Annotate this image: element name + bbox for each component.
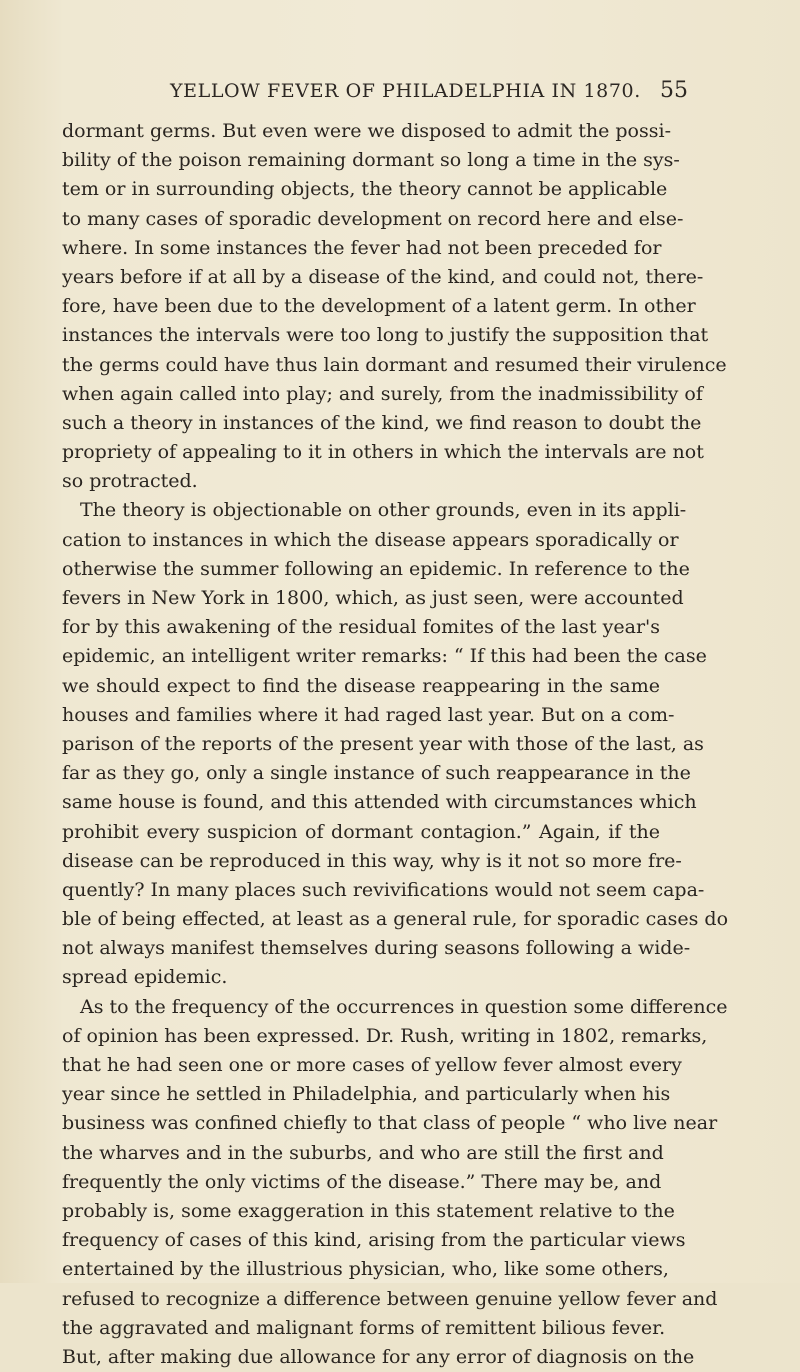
text-line: cation to instances in which the disease appears sporadically or: [62, 528, 679, 551]
text-line: otherwise the summer following an epidemic. In reference to the: [62, 557, 690, 580]
text-line: that he had seen one or more cases of yellow fever almost every: [62, 1054, 682, 1076]
text-line: business was confined chiefly to that class of people “ who live near: [62, 1112, 718, 1135]
text-line: when again called into play; and surely, from the inadmissibility of: [62, 382, 703, 405]
text-line: But, after making due allowance for any error of diagnosis on the: [62, 1345, 695, 1368]
text-line: spread epidemic.: [62, 966, 228, 989]
text-line: years before if at all by a disease of the kind, and could not, there-: [62, 265, 704, 288]
text-line: disease can be reproduced in this way, why is it not so more fre-: [62, 849, 682, 872]
text-line: fevers in New York in 1800, which, as just seen, were accounted: [62, 587, 684, 609]
body-text: [62, 117, 729, 1372]
text-line: probably is, some exaggeration in this statement relative to the: [62, 1199, 675, 1222]
text-line: we should expect to find the disease reappearing in the same: [62, 674, 660, 697]
text-line: instances the intervals were too long to justify the supposition that: [62, 324, 709, 347]
text-line: for by this awakening of the residual fomites of the last year's: [62, 616, 660, 639]
paragraph-start-line: The theory is objectionable on other grounds, even in its appli-: [80, 499, 687, 522]
text-line: not always manifest themselves during seasons following a wide-: [62, 937, 691, 960]
text-line: propriety of appealing to it in others in which the intervals are not: [62, 441, 704, 464]
page-number: 55: [660, 78, 688, 103]
text-line: ble of being effected, at least as a general rule, for sporadic cases do: [62, 908, 729, 931]
text-line: so protracted.: [62, 470, 198, 493]
text-line: the germs could have thus lain dormant and resumed their virulence: [62, 353, 727, 376]
text-line: bility of the poison remaining dormant so long a time in the sys-: [62, 149, 680, 172]
text-line: prohibit every suspicion of dormant contagion.” Again, if the: [62, 820, 660, 843]
paragraph-start-line: As to the frequency of the occurrences in question some difference: [80, 995, 728, 1018]
text-line: fore, have been due to the development of a latent germ. In other: [62, 295, 696, 318]
text-line: year since he settled in Philadelphia, and particularly when his: [62, 1083, 671, 1106]
text-line: parison of the reports of the present year with those of the last, as: [62, 732, 704, 755]
text-line: epidemic, an intelligent writer remarks: “ If this had been the case: [62, 645, 707, 668]
text-line: dormant germs. But even were we disposed to admit the possi-: [62, 120, 671, 142]
text-line: same house is found, and this attended with circumstances which: [62, 791, 697, 814]
text-line: to many cases of sporadic development on record here and else-: [62, 207, 684, 230]
text-line: far as they go, only a single instance of such reappearance in the: [62, 762, 691, 785]
text-line: the aggravated and malignant forms of remittent bilious fever.: [62, 1316, 666, 1339]
text-line: tem or in surrounding objects, the theory cannot be applicable: [62, 178, 668, 201]
text-line: of opinion has been expressed. Dr. Rush, writing in 1802, remarks,: [62, 1024, 708, 1047]
text-line: such a theory in instances of the kind, we find reason to doubt the: [62, 411, 702, 434]
text-line: houses and families where it had raged last year. But on a com-: [62, 703, 675, 726]
text-line: entertained by the illustrious physician, who, like some others,: [62, 1258, 669, 1281]
running-title: YELLOW FEVER OF PHILADELPHIA IN 1870.: [170, 80, 641, 102]
text-line: refused to recognize a difference between genuine yellow fever and: [62, 1287, 718, 1310]
text-line: frequently the only victims of the disease.” There may be, and: [62, 1170, 662, 1193]
text-line: the wharves and in the suburbs, and who are still the first and: [62, 1141, 664, 1164]
text-line: where. In some instances the fever had not been preceded for: [62, 236, 662, 259]
text-line: frequency of cases of this kind, arising from the particular views: [62, 1229, 686, 1252]
text-line: quently? In many places such revivifications would not seem capa-: [62, 878, 705, 901]
